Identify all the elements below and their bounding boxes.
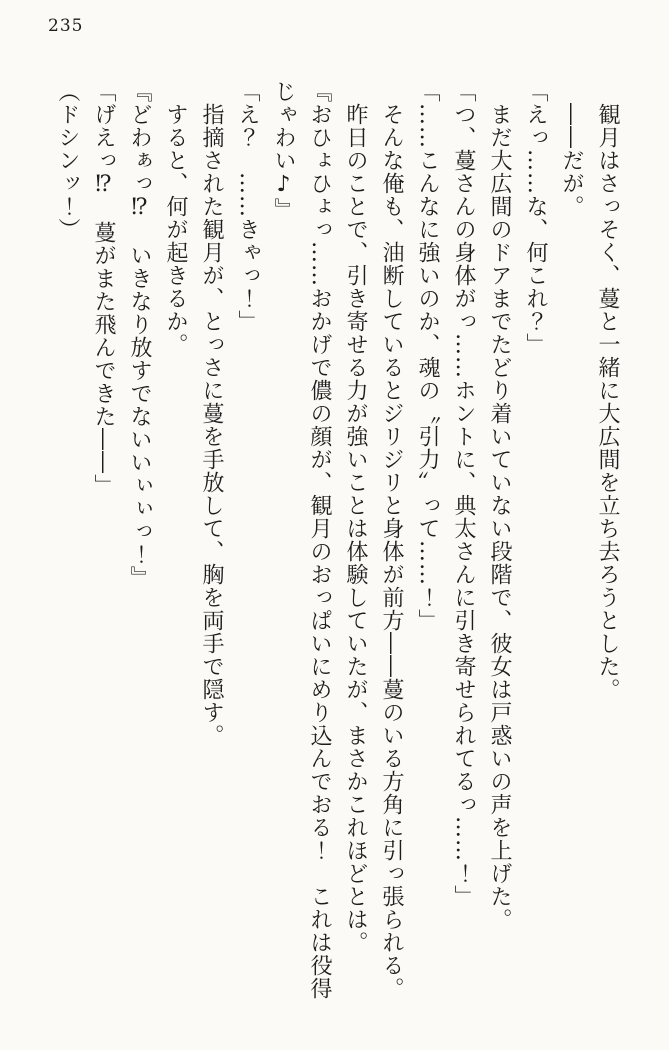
paragraph: 「えっ……な、何これ？」 [523,80,548,356]
paragraph: 指摘された観月が、とっさに蔓を手放して、胸を両手で隠す。 [199,103,224,747]
paragraph: 「……こんなに強いのか、魂の〝引力〟って……！」 [415,80,440,632]
paragraph: 『おひょひょっ……おかげで儂の顔が、観月のおっぱいにめり込んでおる！ これは役得じゃわい♪』 [271,80,332,1000]
paragraph: 「え？ ……きゃっ！」 [235,80,260,333]
page-number: 235 [48,16,84,36]
paragraph: 観月はさっそく、蔓と一緒に大広間を立ち去ろうとした。 [595,103,620,701]
paragraph: （ドシンッ！） [55,80,80,241]
paragraph: まだ大広間のドアまでたどり着いていない段階で、彼女は戸惑いの声を上げた。 [487,103,512,931]
paragraph: 『どわぁっ⁉ いきなり放すでないいぃぃっ！』 [127,80,152,589]
paragraph: ――だが。 [559,103,584,218]
paragraph: 「げえっ⁉ 蔓がまた飛んできた――」 [91,80,116,497]
paragraph: すると、何が起きるか。 [163,103,188,356]
paragraph: そんな俺も、油断しているとジリジリと身体が前方――蔓のいる方角に引っ張られる。 [379,103,404,1000]
vertical-text-block [49,80,625,1002]
paragraph: 昨日のことで、引き寄せる力が強いことは体験していたが、まさかこれほどとは。 [343,103,368,954]
paragraph: 「つ、蔓さんの身体がっ……ホントに、典太さんに引き寄せられてるっ……！」 [451,80,476,908]
